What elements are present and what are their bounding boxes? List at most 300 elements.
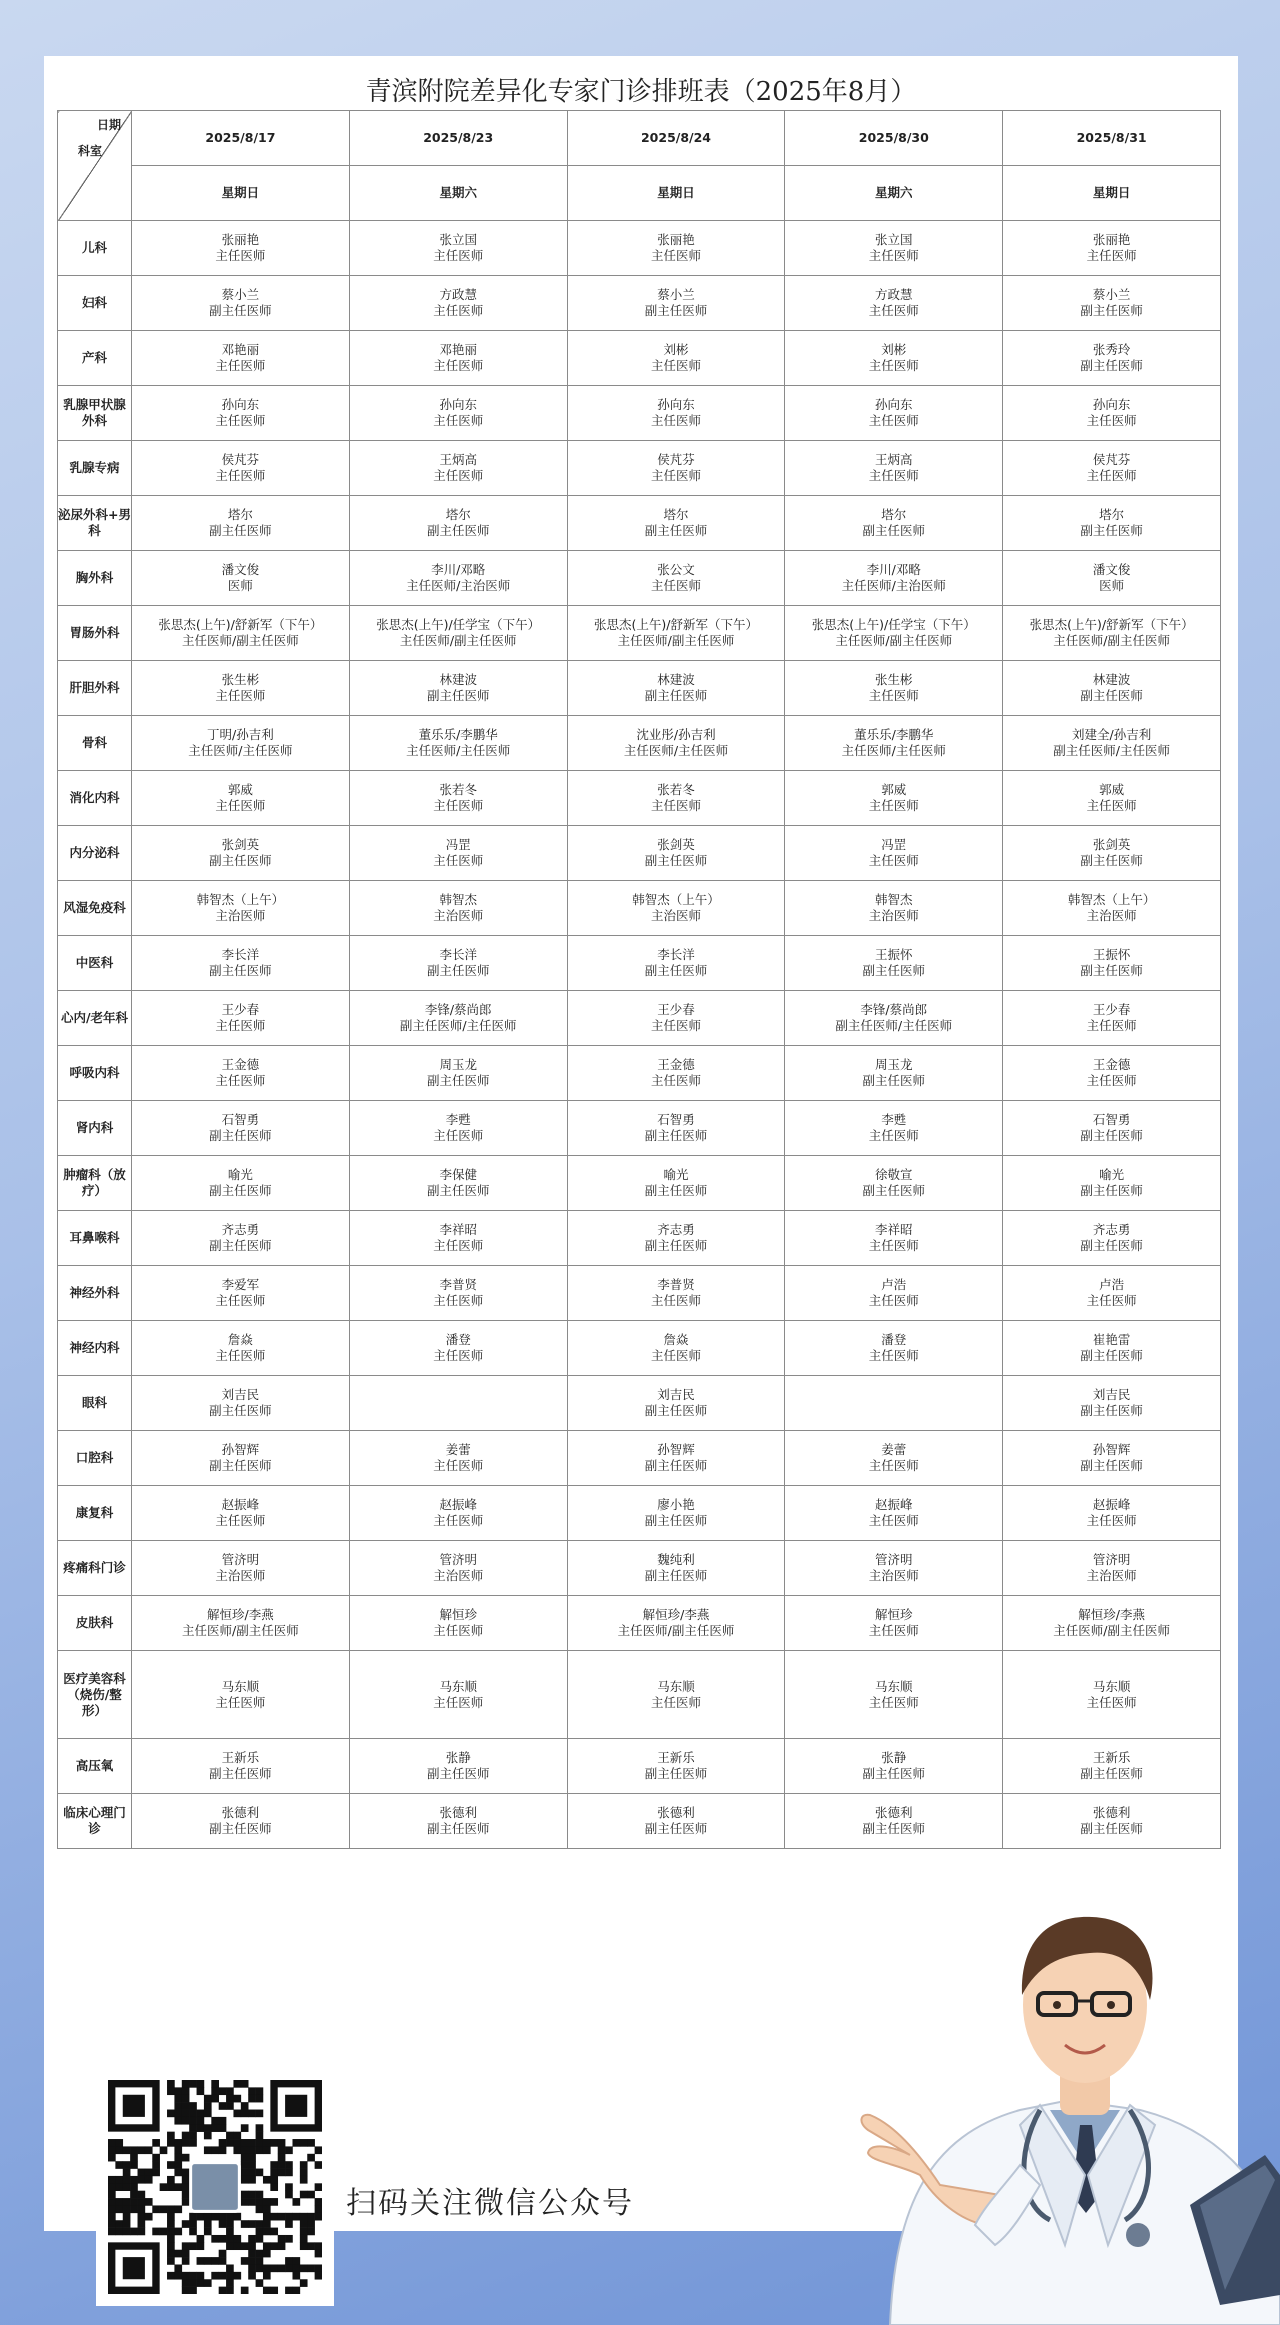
doctor-name: 刘吉民 [1092,1387,1131,1402]
doctor-name: 马东顺 [1092,1678,1131,1694]
schedule-cell [567,551,785,606]
schedule-cell [132,551,350,606]
doctor-title: 主任医师 [868,1238,919,1253]
schedule-cell [349,386,567,441]
doctor-title: 主任医师 [650,248,701,263]
schedule-cell [349,991,567,1046]
schedule-cell [132,441,350,496]
doctor-name: 王振怀 [875,947,913,962]
doctor-title: 副主任医师 [209,853,272,868]
schedule-cell [1003,1046,1221,1101]
doctor-title: 主任医师 [1086,1293,1137,1308]
doctor-title: 副主任医师 [644,1821,708,1836]
schedule-cell [567,881,785,936]
doctor-name: 孙智辉 [657,1442,695,1457]
table-row [58,386,1221,441]
schedule-cell [132,936,350,991]
doctor-title: 主任医师/副主任医师 [1053,1623,1170,1638]
doctor-name: 王金德 [657,1057,695,1072]
doctor-title: 主任医师/副主任医师 [399,633,517,648]
table-row [58,991,1221,1046]
doctor-name: 齐志勇 [657,1222,695,1237]
dept-cell: 骨科 [58,716,132,771]
doctor-title: 主任医师 [868,1513,919,1528]
doctor-name: 管济明 [1092,1552,1131,1567]
schedule-cell [132,606,350,661]
schedule-cell [785,661,1003,716]
doctor-title: 主任医师 [868,688,919,703]
doctor-title: 主任医师 [433,303,484,318]
schedule-cell [1003,991,1221,1046]
doctor-title: 副主任医师 [1080,1766,1143,1781]
doctor-name: 李长洋 [221,947,260,962]
schedule-cell [567,1046,785,1101]
doctor-title: 副主任医师/主任医师 [835,1018,953,1033]
doctor-title: 副主任医师 [644,523,708,538]
schedule-cell [1003,716,1221,771]
doctor-name: 蔡小兰 [1092,287,1131,302]
doctor-title: 主任医师/主任医师 [188,743,293,758]
doctor-name: 马东顺 [439,1678,477,1694]
doctor-title: 副主任医师 [862,1183,926,1198]
schedule-table [57,110,1221,1849]
weekday-header: 星期六 [349,166,567,221]
doctor-name: 王新乐 [221,1750,260,1765]
doctor-title: 主任医师 [1086,1018,1137,1033]
schedule-cell [1003,1596,1221,1651]
dept-cell: 胃肠外科 [58,606,132,661]
doctor-name: 齐志勇 [221,1222,260,1237]
doctor-title: 主任医师/副主任医师 [1053,633,1170,648]
doctor-name: 张公文 [657,562,695,577]
schedule-cell [1003,771,1221,826]
qr-code[interactable] [96,2068,334,2306]
doctor-name: 张丽艳 [221,232,260,247]
doctor-name: 魏纯利 [657,1552,695,1567]
doctor-title: 副主任医师 [209,1128,272,1143]
doctor-title: 主任医师 [433,1293,484,1308]
doctor-title: 主任医师 [650,1694,701,1710]
doctor-name: 孙向东 [221,397,260,412]
doctor-title: 主治医师 [868,1568,919,1583]
doctor-title: 主任医师 [215,1018,266,1033]
doctor-title: 副主任医师/主任医师 [1053,743,1170,758]
doctor-name: 孙智辉 [1092,1442,1131,1457]
doctor-name: 王少春 [1092,1002,1131,1017]
schedule-cell [1003,826,1221,881]
schedule-cell [132,496,350,551]
doctor-name: 侯芃芬 [657,452,695,467]
doctor-name: 丁明/孙吉利 [207,727,274,742]
doctor-title: 副主任医师 [209,1403,272,1418]
doctor-title: 主任医师 [433,413,484,428]
schedule-cell [1003,1376,1221,1431]
doctor-name: 喻光 [227,1167,253,1182]
dept-cell: 皮肤科 [58,1596,132,1651]
doctor-name: 孙向东 [1092,397,1131,412]
doctor-title: 主任医师 [868,468,919,483]
table-row [58,331,1221,386]
doctor-name: 卢浩 [881,1277,907,1292]
doctor-title: 副主任医师 [644,1403,708,1418]
doctor-title: 主任医师 [868,413,919,428]
doctor-title: 副主任医师 [209,1183,272,1198]
schedule-cell [349,771,567,826]
doctor-title: 主任医师 [433,1238,484,1253]
doctor-title: 主任医师 [868,1293,919,1308]
schedule-cell [132,221,350,276]
table-row [58,1541,1221,1596]
schedule-cell [132,1541,350,1596]
doctor-title: 副主任医师 [1080,688,1143,703]
schedule-cell [785,1156,1003,1211]
schedule-cell [349,1376,567,1431]
schedule-cell [567,276,785,331]
doctor-name: 徐敬宣 [875,1167,913,1182]
doctor-name: 廖小艳 [657,1497,695,1512]
doctor-name: 董乐乐/李鹏华 [854,727,934,742]
table-row [58,716,1221,771]
corner-date-label: 日期 [96,118,121,132]
doctor-title: 副主任医师 [209,963,272,978]
doctor-name: 赵振峰 [875,1497,913,1512]
doctor-name: 张思杰(上午)/舒新军（下午） [1029,617,1194,632]
schedule-cell [1003,1651,1221,1739]
doctor-name: 刘建全/孙吉利 [1071,727,1152,742]
dept-cell: 耳鼻喉科 [58,1211,132,1266]
doctor-name: 刘彬 [663,342,689,357]
doctor-title: 副主任医师 [644,303,708,318]
doctor-title: 主任医师 [433,798,484,813]
doctor-name: 李普贤 [657,1277,695,1292]
doctor-title: 副主任医师 [426,1183,490,1198]
table-row [58,826,1221,881]
doctor-name: 张思杰(上午)/舒新军（下午） [594,617,758,632]
doctor-title: 主任医师 [868,1623,919,1638]
doctor-name: 韩智杰 [875,892,913,907]
doctor-name: 潘文俊 [221,562,260,577]
schedule-cell [567,826,785,881]
dept-cell: 肝胆外科 [58,661,132,716]
doctor-title: 主任医师 [215,413,266,428]
doctor-name: 姜蕾 [445,1442,471,1457]
doctor-name: 赵振峰 [439,1497,477,1512]
schedule-cell [349,1486,567,1541]
doctor-title: 主任医师 [1086,248,1137,263]
schedule-cell [567,606,785,661]
doctor-title: 副主任医师 [862,963,926,978]
doctor-name: 林建波 [1092,672,1131,687]
doctor-name: 王炳高 [439,452,477,467]
doctor-title: 主任医师 [433,358,484,373]
schedule-cell [132,1651,350,1739]
doctor-title: 副主任医师 [644,1458,708,1473]
schedule-cell [785,1431,1003,1486]
doctor-name: 塔尔 [227,507,253,522]
dept-cell: 呼吸内科 [58,1046,132,1101]
schedule-cell [132,1156,350,1211]
schedule-cell [349,1431,567,1486]
doctor-name: 林建波 [657,672,695,687]
doctor-name: 郭威 [881,782,907,797]
schedule-cell [349,1651,567,1739]
doctor-name: 石智勇 [657,1112,695,1127]
corner-header [58,111,132,221]
doctor-title: 副主任医师 [1080,853,1143,868]
doctor-name: 刘彬 [881,342,907,357]
doctor-title: 主任医师/主任医师 [841,743,946,758]
doctor-name: 李川/邓略 [431,562,486,577]
doctor-title: 主任医师 [215,798,266,813]
doctor-title: 主治医师 [1086,1568,1137,1583]
doctor-title: 主任医师 [650,1073,701,1088]
doctor-name: 塔尔 [1099,507,1125,522]
doctor-name: 孙向东 [657,397,695,412]
doctor-name: 韩智杰（上午） [1067,892,1156,907]
schedule-cell [785,1486,1003,1541]
dept-cell: 神经外科 [58,1266,132,1321]
schedule-cell [349,441,567,496]
corner-dept-label: 科室 [78,144,103,158]
schedule-cell [132,1486,350,1541]
schedule-cell [785,1046,1003,1101]
schedule-cell [1003,496,1221,551]
schedule-cell [1003,276,1221,331]
doctor-name: 喻光 [1099,1167,1125,1182]
doctor-name: 周玉龙 [439,1057,477,1072]
schedule-cell [567,1156,785,1211]
doctor-title: 副主任医师 [209,523,272,538]
table-row [58,496,1221,551]
doctor-title: 主任医师 [868,1458,919,1473]
doctor-name: 韩智杰 [439,892,477,907]
schedule-cell [785,551,1003,606]
schedule-cell [1003,1321,1221,1376]
doctor-title: 主任医师 [868,303,919,318]
table-row [58,221,1221,276]
schedule-cell [567,716,785,771]
table-row [58,1156,1221,1211]
doctor-title: 主任医师/副主任医师 [182,633,299,648]
schedule-cell [785,1211,1003,1266]
doctor-title: 副主任医师 [1080,1348,1143,1363]
doctor-title: 副主任医师 [1080,1458,1143,1473]
doctor-title: 副主任医师 [1080,1183,1143,1198]
schedule-cell [349,276,567,331]
doctor-title: 副主任医师 [209,1766,272,1781]
doctor-name: 王新乐 [1092,1750,1131,1765]
doctor-title: 主任医师 [868,1348,919,1363]
doctor-title: 主治医师 [1086,908,1137,923]
doctor-name: 赵振峰 [1092,1497,1131,1512]
schedule-cell [785,1321,1003,1376]
schedule-cell [785,991,1003,1046]
dept-cell: 妇科 [58,276,132,331]
schedule-cell [132,991,350,1046]
doctor-title: 副主任医师 [1080,1128,1143,1143]
schedule-cell [349,1101,567,1156]
schedule-cell [567,1211,785,1266]
schedule-body [58,221,1221,1849]
doctor-title: 主任医师 [1086,468,1137,483]
doctor-title: 主治医师 [433,1568,484,1583]
schedule-cell [567,1739,785,1794]
schedule-cell [567,771,785,826]
doctor-name: 马东顺 [221,1678,260,1694]
doctor-title: 主任医师 [215,1293,266,1308]
table-row [58,551,1221,606]
table-row [58,606,1221,661]
schedule-cell [349,496,567,551]
doctor-title: 副主任医师 [862,1766,926,1781]
doctor-name: 崔艳雷 [1092,1332,1131,1347]
doctor-name: 李爱军 [221,1277,260,1292]
doctor-name: 张生彬 [221,672,260,687]
doctor-name: 董乐乐/李鹏华 [418,727,498,742]
doctor-name: 李长洋 [439,947,477,962]
table-row [58,1266,1221,1321]
schedule-cell [785,1101,1003,1156]
doctor-title: 主任医师 [650,1018,701,1033]
doctor-name: 詹焱 [227,1332,253,1347]
schedule-cell [785,716,1003,771]
doctor-name: 张剑英 [1092,837,1131,852]
schedule-cell [785,1651,1003,1739]
weekday-header: 星期日 [132,166,350,221]
table-row [58,661,1221,716]
schedule-cell [1003,386,1221,441]
doctor-title: 主任医师 [868,1694,919,1710]
table-row [58,1739,1221,1794]
table-row [58,1101,1221,1156]
table-row [58,1211,1221,1266]
doctor-name: 喻光 [663,1167,689,1182]
schedule-cell [132,1101,350,1156]
doctor-name: 塔尔 [445,507,471,522]
doctor-name: 石智勇 [221,1112,260,1127]
doctor-name: 潘登 [445,1332,471,1347]
doctor-name: 马东顺 [875,1678,913,1694]
schedule-cell [349,1211,567,1266]
doctor-title: 主任医师 [433,1458,484,1473]
doctor-title: 副主任医师 [209,1238,272,1253]
schedule-cell [785,936,1003,991]
doctor-name: 邓艳丽 [439,342,477,357]
doctor-name: 方政慧 [875,287,913,302]
doctor-name: 孙智辉 [221,1442,260,1457]
doctor-title: 主任医师 [433,468,484,483]
doctor-title: 副主任医师 [1080,1403,1143,1418]
table-row [58,441,1221,496]
doctor-name: 解恒珍/李燕 [1078,1607,1145,1622]
doctor-name: 卢浩 [1099,1277,1125,1292]
dept-cell: 产科 [58,331,132,386]
doctor-name: 潘文俊 [1092,562,1131,577]
weekday-header-row [58,166,1221,221]
doctor-name: 张立国 [875,232,913,247]
schedule-cell [567,1431,785,1486]
schedule-cell [132,386,350,441]
dept-cell: 肾内科 [58,1101,132,1156]
doctor-name: 王金德 [221,1057,260,1072]
weekday-header: 星期日 [567,166,785,221]
dept-cell: 心内/老年科 [58,991,132,1046]
doctor-name: 王少春 [221,1002,260,1017]
schedule-cell [349,1541,567,1596]
schedule-cell [1003,1541,1221,1596]
doctor-title: 主任医师/主任医师 [406,743,511,758]
date-header: 2025/8/31 [1003,111,1221,166]
dept-cell: 口腔科 [58,1431,132,1486]
doctor-title: 主任医师 [1086,1073,1137,1088]
schedule-cell [349,1596,567,1651]
table-row [58,1596,1221,1651]
doctor-name: 李保健 [439,1167,477,1182]
weekday-header: 星期日 [1003,166,1221,221]
schedule-cell [785,771,1003,826]
table-row [58,881,1221,936]
weekday-header: 星期六 [785,166,1003,221]
schedule-cell [567,991,785,1046]
doctor-title: 副主任医师 [862,523,926,538]
schedule-cell [132,276,350,331]
doctor-title: 副主任医师 [1080,523,1143,538]
doctor-name: 张丽艳 [657,232,695,247]
doctor-name: 蔡小兰 [221,287,260,302]
schedule-cell [1003,881,1221,936]
doctor-name: 张剑英 [221,837,260,852]
schedule-cell [567,1321,785,1376]
table-row [58,276,1221,331]
doctor-title: 主任医师 [215,248,266,263]
schedule-cell [785,441,1003,496]
doctor-title: 副主任医师 [862,1821,926,1836]
doctor-title: 副主任医师 [1080,1821,1143,1836]
doctor-title: 主任医师 [215,358,266,373]
doctor-title: 主任医师/副主任医师 [835,633,953,648]
doctor-title: 副主任医师/主任医师 [399,1018,517,1033]
schedule-cell [785,386,1003,441]
doctor-title: 副主任医师 [644,1238,708,1253]
doctor-title: 副主任医师 [644,1128,708,1143]
dept-cell: 临床心理门诊 [58,1794,132,1849]
doctor-title: 主任医师 [215,1348,266,1363]
doctor-name: 管济明 [875,1552,913,1567]
schedule-cell [785,1376,1003,1431]
date-header: 2025/8/23 [349,111,567,166]
schedule-cell [785,606,1003,661]
date-header: 2025/8/17 [132,111,350,166]
doctor-name: 李甦 [445,1112,471,1127]
table-row [58,1431,1221,1486]
schedule-cell [567,221,785,276]
doctor-name: 张若冬 [439,782,477,797]
dept-cell: 高压氧 [58,1739,132,1794]
schedule-cell [567,386,785,441]
dept-cell: 疼痛科门诊 [58,1541,132,1596]
doctor-name: 王振怀 [1092,947,1131,962]
doctor-title: 副主任医师 [644,688,708,703]
doctor-illustration-icon [720,1825,1280,2325]
doctor-name: 王新乐 [657,1750,695,1765]
doctor-name: 塔尔 [881,507,907,522]
doctor-title: 副主任医师 [644,963,708,978]
doctor-title: 主任医师 [650,578,701,593]
schedule-cell [1003,551,1221,606]
doctor-title: 主任医师/副主任医师 [182,1623,299,1638]
doctor-name: 张思杰(上午)/任学宝（下午） [376,617,541,632]
schedule-cell [567,1101,785,1156]
